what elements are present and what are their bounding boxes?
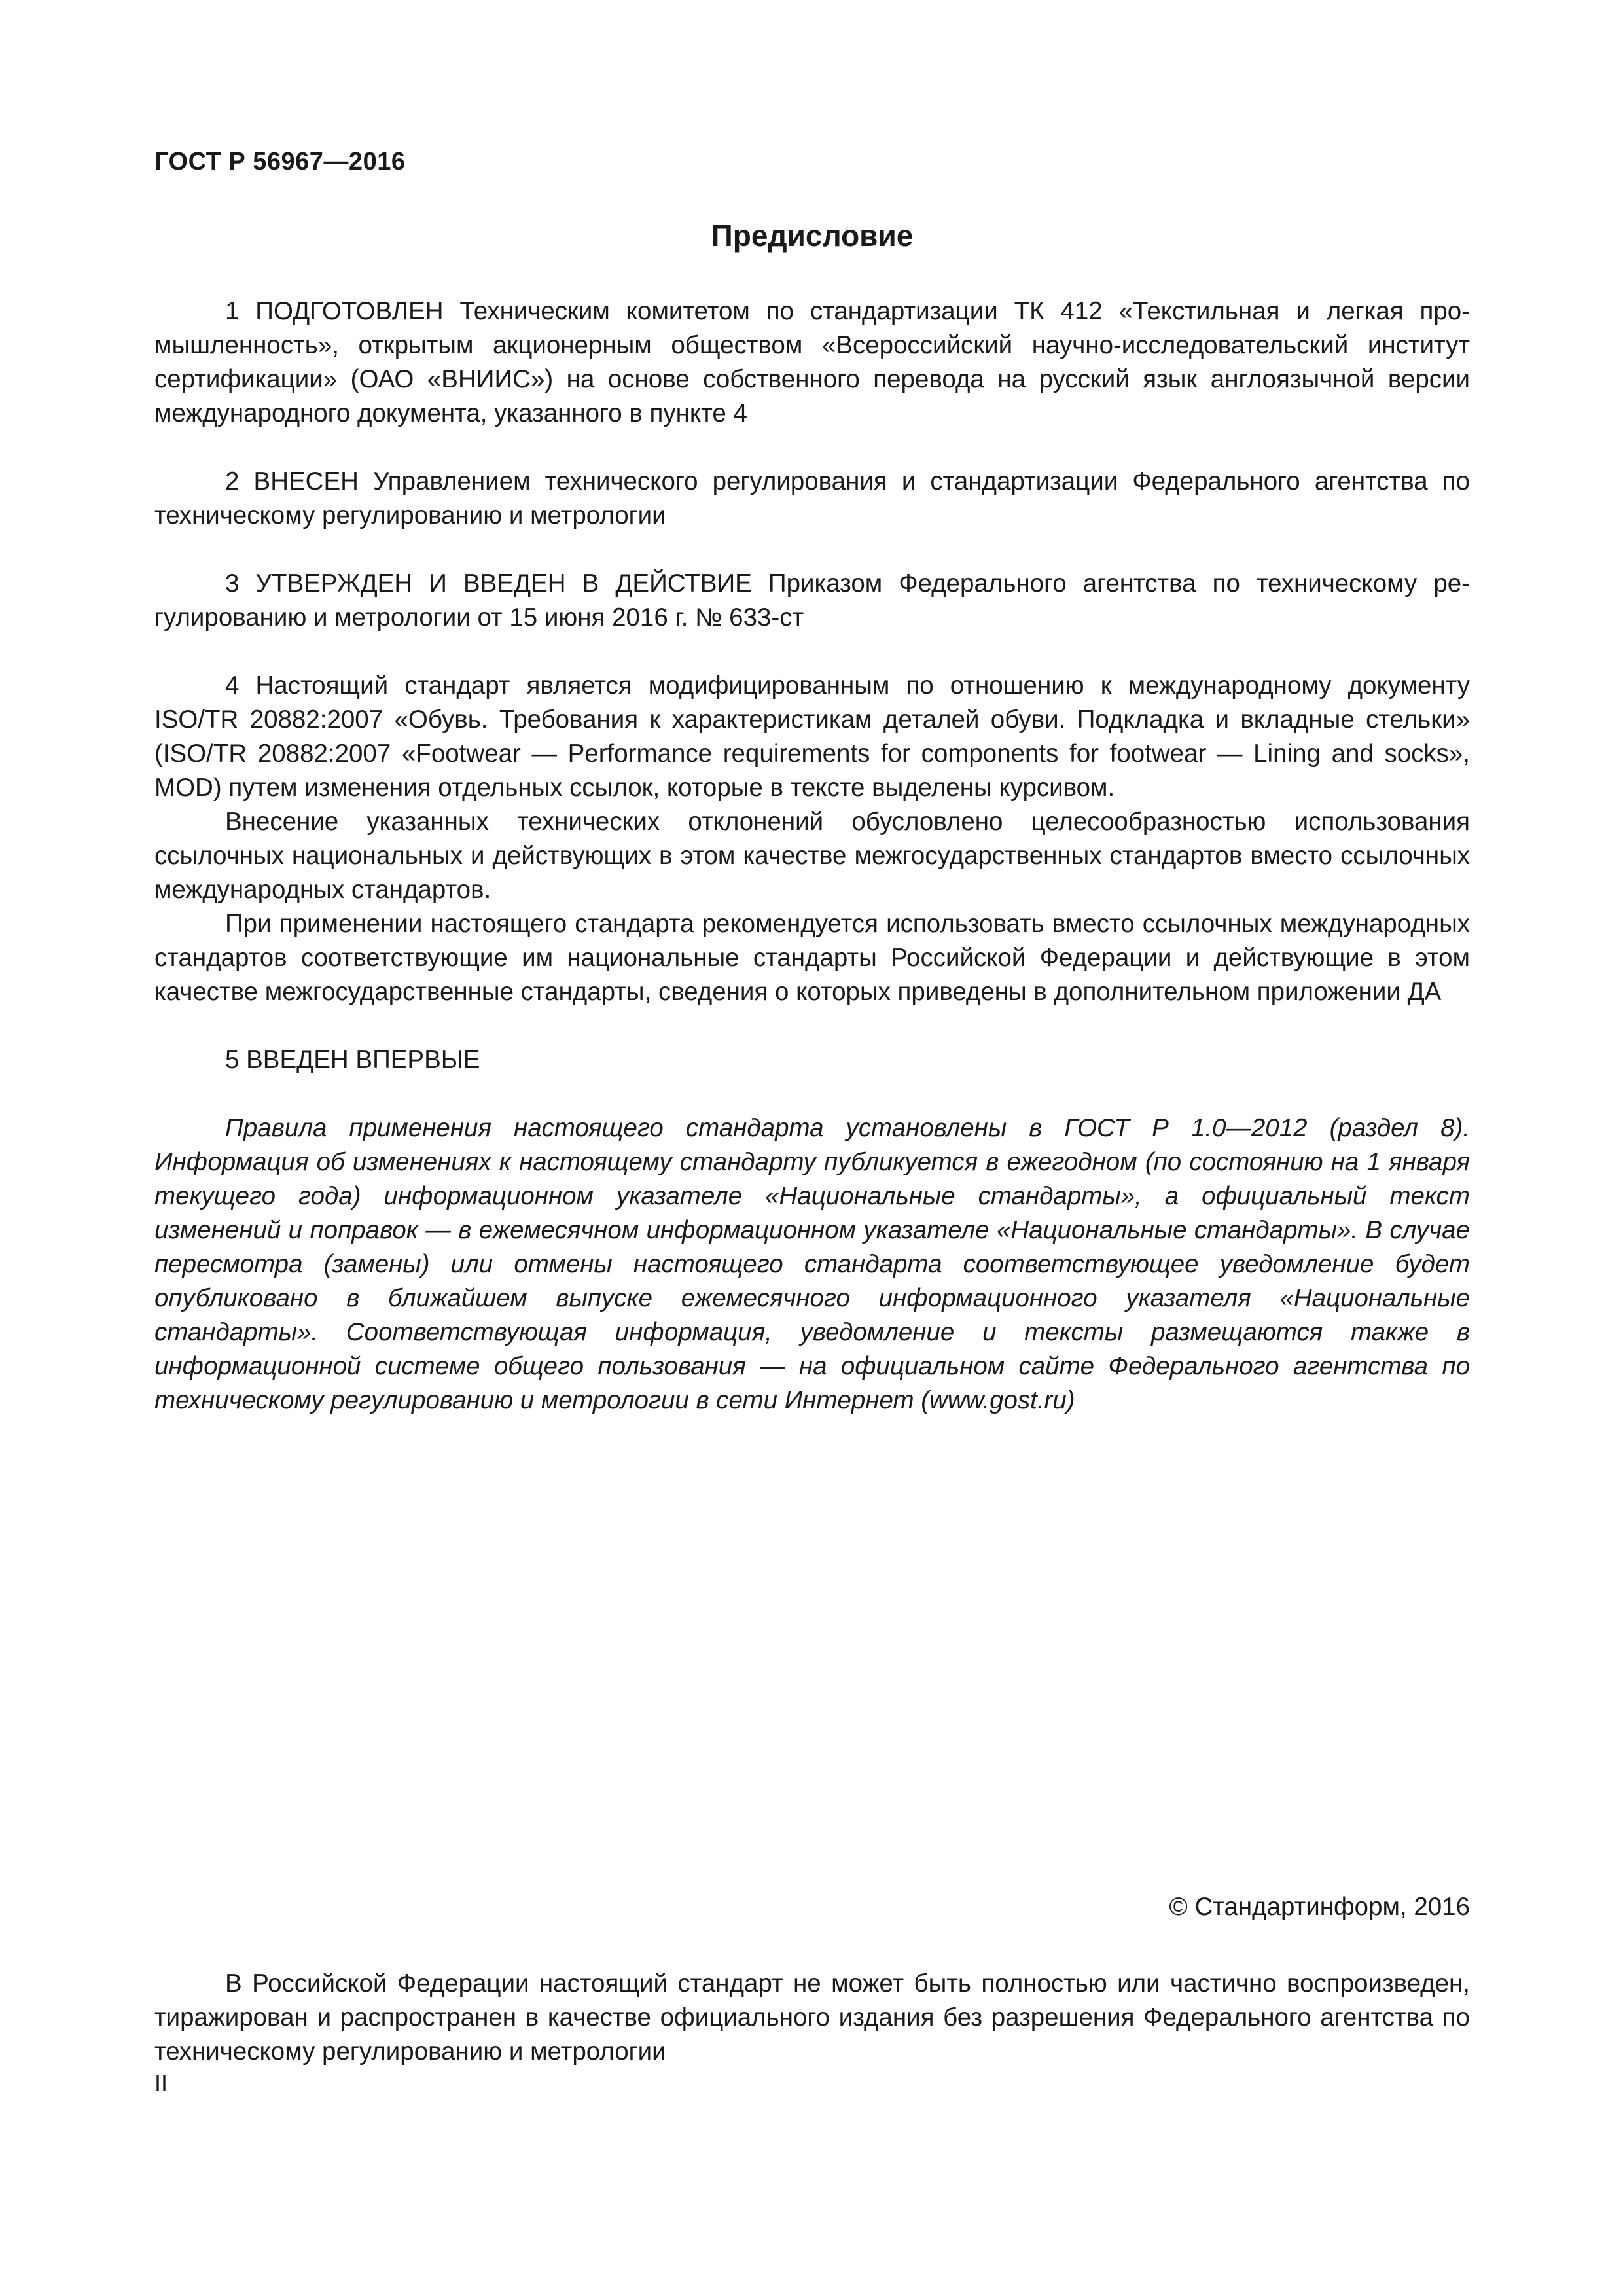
preface-item-4-deviations: Внесение указанных технических отклонений обусловлено целесообразностью использования ссылочных национальных и действующих в этом качестве межгосударственных стандартов вместо ссылочных международных стандартов. [154,808,1470,904]
preface-item-5: 5 ВВЕДЕН ВПЕРВЫЕ [225,1046,480,1074]
page-number: II [154,2070,168,2096]
preface-item-2: 2 ВНЕСЕН Управлением технического регулирования и стандартизации Федерального агентства по техническому регулированию и метрологии [154,467,1470,529]
preface-section [154,216,1470,1418]
preface-notice: Правила применения настоящего стандарта установлены в ГОСТ Р 1.0—2012 (раздел 8). Информация об изменениях к настоящему стандарту публикуется в ежегодном (по состоянию на 1 января текущего года) информационном указателе «Национальные стандарты», а официальный текст изменений и поправок — в ежемесячном информационном указателе «Национальные стандарты». В случае пересмотра (замены) или отмены настоящего стандарта соответствующее уведомление будет опубликовано в ближайшем выпуске ежемесячного информационного указателя «Национальные стандарты». Соответствующая информация, уведомление и тексты размещаются также в информационной системе общего пользования — на официальном сайте Федерального агентства по техническому регулированию и метрологии в сети Интернет (www.gost.ru) [154,1114,1470,1414]
reproduction-notice: В Российской Федерации настоящий стандарт не может быть полностью или частично воспроизведен, тиражирован и распространен в качестве официального издания без разрешения Федерального агентства по техническому регулированию и метрологии [154,1969,1470,2066]
copyright-line: © Стандартинформ, 2016 [1169,1893,1470,1921]
preface-item-4-application: При применении настоящего стандарта рекомендуется использовать вместо ссылочных международных стандартов соответствующие им национальные стандарты Российской Федерации и действующие в этом качестве межгосударственные стандарты, сведения о которых приведены в дополнительном приложении ДА [154,910,1470,1006]
standard-id-header: ГОСТ Р 56967—2016 [154,148,406,175]
preface-item-1: 1 ПОДГОТОВЛЕН Техническим комитетом по стандартизации ТК 412 «Текстильная и легкая промышленность», открытым акционерным обществом «Всероссийский научно-исследовательский институт сертификации» (ОАО «ВНИИС») на основе собственного перевода на русский язык англоязычной версии международного документа, указанного в пункте 4 [154,297,1470,427]
preface-title: Предисловие [711,219,914,253]
preface-item-4: 4 Настоящий стандарт является модифицированным по отношению к международному документу ISO/TR 20882:2007 «Обувь. Требования к характеристикам деталей обуви. Подкладка и вкладные стельки» (ISO/TR 20882:2007 «Footwear — Performance requirements for components for footwear — Lining and socks», MOD) путем изменения отдельных ссылок, которые в тексте выделены курсивом. [154,672,1470,802]
preface-item-3: 3 УТВЕРЖДЕН И ВВЕДЕН В ДЕЙСТВИЕ Приказом Федерального агентства по техническому регулированию и метрологии от 15 июня 2016 г. № 633-ст [154,569,1470,632]
